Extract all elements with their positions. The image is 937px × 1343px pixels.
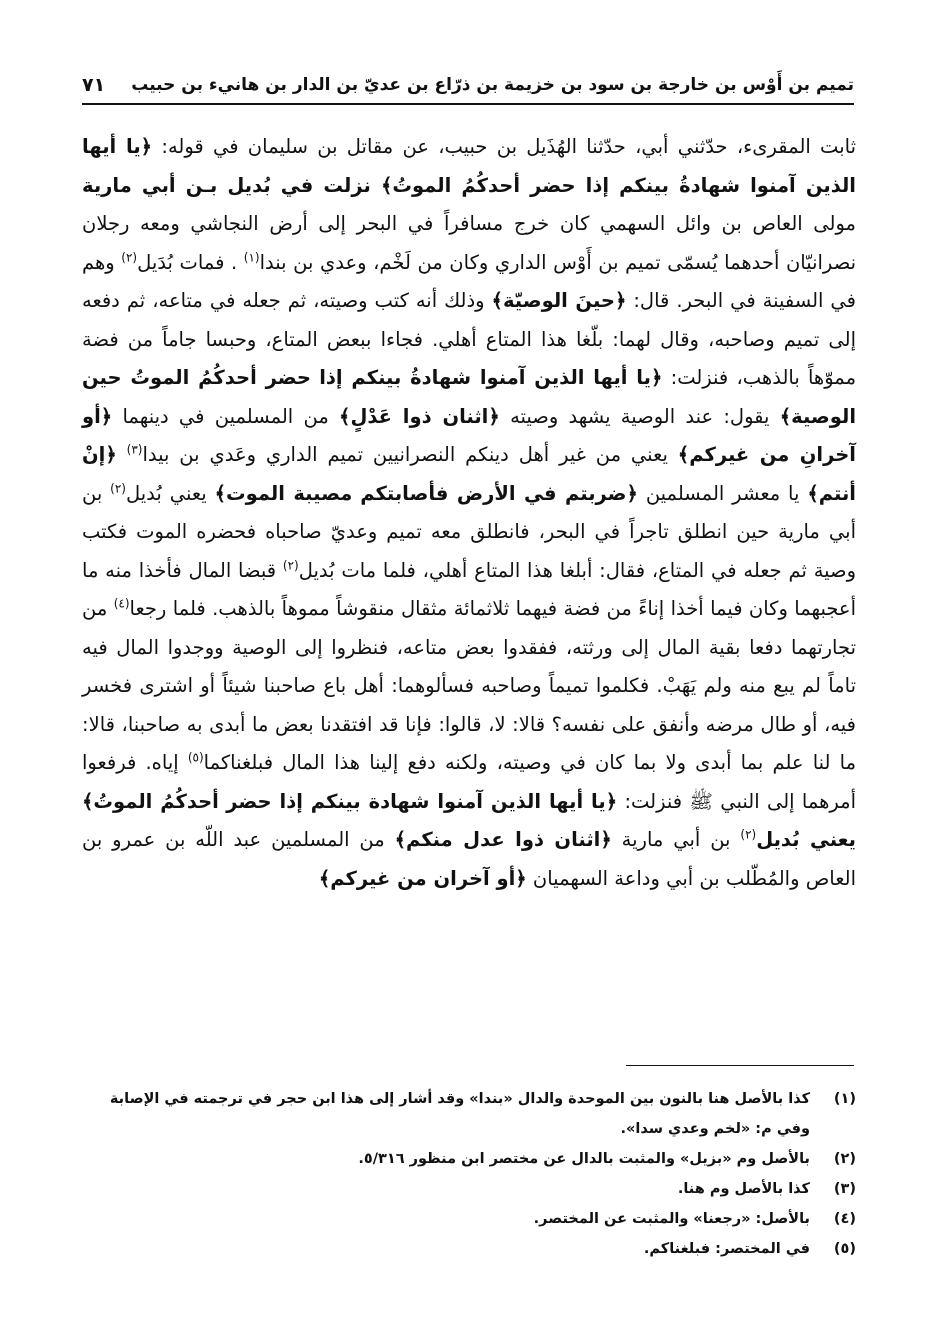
footnote-number: (٥) (833, 1241, 856, 1257)
text-line: عبد اللّه بن عمرو بن العاص والمُطّلب بن أبي وداعة السهميان (82, 828, 856, 890)
text-line: بُدَيل (137, 250, 173, 274)
text-fragment: يعني من غير أهل دينكم النصرانيين تميم (327, 443, 668, 466)
running-header (82, 68, 854, 102)
text-line: مولى العاص بن وائل السهمي كان خرج مسافراً في البحر إلى أرض النجاشي ومعه رجلان (82, 212, 856, 235)
footnote-item (82, 1174, 856, 1204)
quran-quote: ﴿أو آخران من غيركم﴾ (318, 866, 527, 890)
footnote-line: كذا بالأصل هنا بالنون بين الموحدة والدال «بندا» وقد أشار إلى هذا ابن حجر في ترجمته في الإصابة وفي (109, 1091, 810, 1137)
text-line: إلى ورثته، ففقدوا بعض متاعه، فنظروا إلى الوصية ووجدوا المال فيه تاماً لم يبع منه ولم (82, 635, 856, 697)
text-line: المسلمين في دينهما (122, 404, 294, 428)
text-fragment: يا معشر المسلمين (645, 481, 800, 505)
footnote-item (82, 1204, 856, 1234)
text-line: ثابت المقرىء، حدّثني أبي، حدّثنا الهُذَيل بن حبيب، عن مقاتل بن سليمان في قوله: (161, 135, 856, 158)
text-line: وعديّ صاحباه فحضره الموت فكتب وصية ثم جعله في المتاع، فقال: أبلغا هذا المتاع (82, 520, 857, 582)
text-line: نصرانيّان أحدهما يُسمّى تميم بن أَوْس الداري وكان من لَخْم، وعدي بن بندا (259, 250, 857, 274)
text-fragment: من المسلمين (271, 828, 385, 851)
text-fragment: بن أبي مارية حين انطلق تاجراً في البحر، فانطلق معه تميم (82, 481, 856, 543)
paragraph (82, 128, 856, 898)
quran-quote: ﴿ضربتم في الأرض فأصابتكم (360, 481, 638, 505)
text-line: طال مرضه وأنفق على نفسه؟ قالا: لا، قالوا: فإنا قد افتقدنا بعض ما أبدى به صاحبنا، (121, 712, 797, 736)
text-line: أهلي، فلما مات بُديل (298, 558, 468, 582)
footnote-text: كذا بالأصل وم هنا. (677, 1181, 810, 1197)
footnote-number: (١) (833, 1091, 856, 1107)
running-title: تميم بن أَوْس بن خارجة بن سود بن خزيمة بن ذرّاع بن عديّ بن الدار بن هانيء بن حبيب (131, 75, 854, 95)
footnote-ref: (٣) (126, 442, 143, 457)
main-text (82, 128, 856, 898)
footnote-text (82, 1084, 810, 1144)
footnote-text: في المختصر: فبلغناكم. (643, 1241, 810, 1257)
quran-quote: ﴿يا أيها الذين آمنوا شهادةُ بينكم إذا (319, 366, 663, 389)
footnote-number: (٣) (833, 1181, 856, 1197)
footnote-rule (626, 1065, 854, 1066)
quran-quote: ﴿حينَ الوصيّة﴾ (491, 289, 627, 312)
text-fragment: قبضا المال فأخذا منه ما أعجبهما وكان فيما أخذا إناءً من فضة (82, 558, 856, 620)
text-line: يَهَبْ. فكلموا تميماً وصاحبه فسألوهما: أهل باع صاحبنا شيئاً أو اشترى فخسر فيه، أو (82, 674, 856, 736)
text-fragment: يقول: عند الوصية يشهد وصيته (510, 404, 770, 428)
header-rule (82, 103, 854, 105)
footnote-ref: (٢) (110, 481, 126, 495)
footnote-ref: (٤) (113, 596, 130, 611)
quran-quote: ﴿إنْ أنتم﴾ (82, 443, 856, 505)
quran-quote: ﴿اثنان ذوا عدل منكم﴾ (394, 828, 612, 851)
text-fragment: من (303, 404, 329, 428)
footnote-item (82, 1234, 856, 1264)
footnote-text: بالأصل وم «بزيل» والمثبت بالدال عن مختصر ابن منظور ٥/٣١٦. (358, 1151, 810, 1167)
quran-quote: ﴿يا أيها الذين آمنوا شهادة بينكم إذا حضر (226, 789, 618, 813)
text-fragment: بن أبي مارية (621, 828, 731, 851)
text-line: المتاع، وحبسا جاماً من فضة مموّهاً بالذهب، فنزلت: (82, 327, 857, 389)
quran-quote: حضر أحدكُمُ الموتُ حين الوصية﴾ (82, 366, 857, 428)
text-fragment: . فمات (179, 250, 238, 274)
page-number: ٧١ (82, 74, 106, 96)
text-fragment: من تجارتهما دفعا بقية المال (82, 597, 857, 659)
text-line: إياه. فرفعوا أمرهما إلى النبي ﷺ فنزلت: (82, 751, 857, 813)
footnote-ref: (٢) (740, 827, 757, 842)
footnote-number: (٤) (833, 1211, 856, 1227)
text-line: الداري وعَدي بن بيدا (142, 443, 318, 466)
quran-quote: أحدكُمُ الموتُ﴾ يعني بُديل (82, 789, 857, 851)
footnotes (82, 1084, 856, 1264)
footnote-item (82, 1084, 856, 1144)
text-line: فيهما ثلاثمائة مثقال منقوشاً مموهاً بالذهب. فلما رجعا (129, 597, 558, 620)
text-line: ﴿يا أيها الذين آمنوا شهادةُ بينكم إذا حضر أحدكُمُ الموتُ﴾ نزلت في بُديل بـن أبي مارية (82, 135, 856, 197)
footnote-ref: (٢) (121, 250, 138, 264)
text-line: في متاعه، ثم دفعه إلى تميم وصاحبه، وقال لهما: بلّغا هذا المتاع أهلي. فجاءا ببعض (82, 289, 856, 351)
footnote-item (82, 1144, 856, 1174)
footnote-number: (٢) (833, 1151, 856, 1167)
text-fragment: وذلك أنه كتب وصيته، ثم جعله (242, 289, 485, 312)
text-line: قالا: ما لنا علم بما أبدى ولا بما كان في وصيته، ولكنه دفع إلينا هذا المال فبلغناكما (82, 712, 857, 774)
quran-quote: ﴿اثنان ذوا عَدْلٍ﴾ (339, 404, 500, 428)
quran-quote: مصيبة الموت﴾ (214, 481, 353, 505)
footnote-ref: (٢) (282, 558, 299, 572)
quran-quote: ﴿أو آخرانِ من غيركم﴾ (82, 404, 856, 466)
footnote-text: بالأصل: «رجعنا» والمثبت عن المختصر. (533, 1211, 810, 1227)
footnote-ref: (١) (243, 250, 260, 264)
text-fragment: وهم في السفينة في البحر. قال: (82, 250, 857, 312)
footnote-ref: (٥) (187, 750, 204, 765)
text-fragment: يعني بُديل (125, 481, 207, 505)
footnote-continuation: م: «لخم وعدي سدا». (620, 1121, 772, 1137)
